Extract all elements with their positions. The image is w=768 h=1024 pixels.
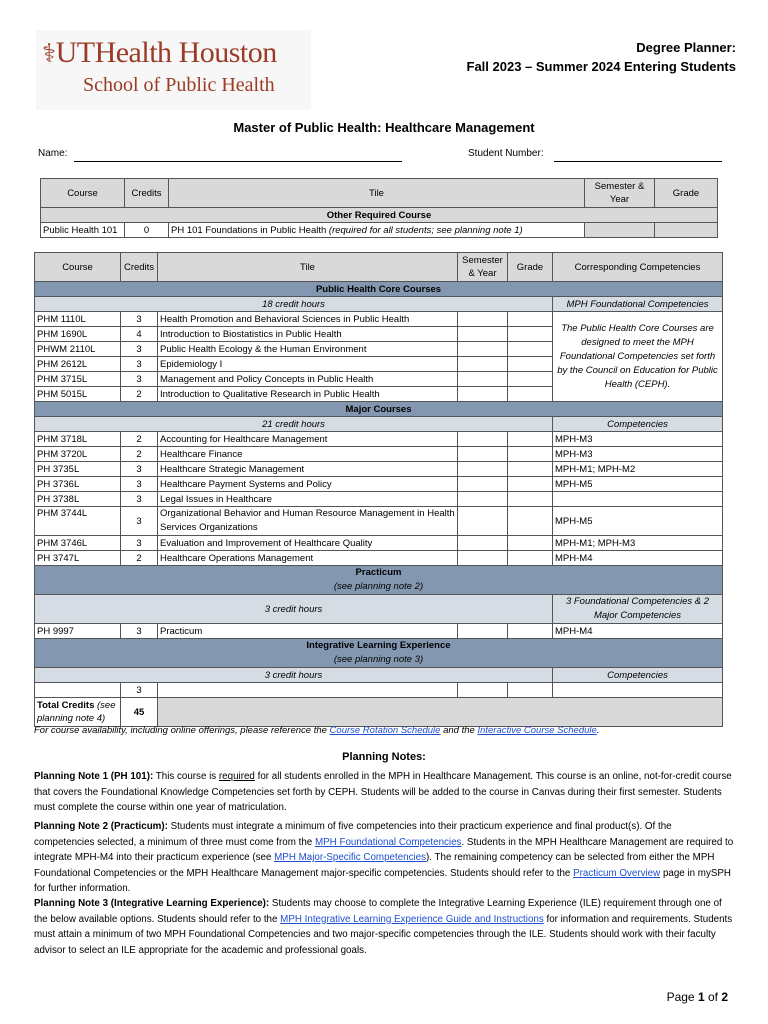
course-title: Healthcare Operations Management <box>158 551 458 566</box>
semester-cell[interactable] <box>458 387 508 402</box>
course-credits: 3 <box>121 342 158 357</box>
semester-cell[interactable] <box>458 372 508 387</box>
name-field[interactable] <box>74 161 402 162</box>
grade-cell[interactable] <box>508 492 553 507</box>
course-code[interactable] <box>35 683 121 698</box>
col-header-course: Course <box>41 179 125 208</box>
course-competencies: MPH-M4 <box>553 551 723 566</box>
major-competencies-header: Competencies <box>553 417 723 432</box>
table-row <box>35 492 723 507</box>
interactive-schedule-link[interactable]: Interactive Course Schedule <box>477 725 597 736</box>
core-competencies-header: MPH Foundational Competencies <box>553 297 723 312</box>
course-credits: 3 <box>121 372 158 387</box>
course-competencies: MPH-M5 <box>553 507 723 536</box>
course-title: Healthcare Finance <box>158 447 458 462</box>
course-credits: 2 <box>121 551 158 566</box>
grade-cell[interactable] <box>508 327 553 342</box>
course-credits: 4 <box>121 327 158 342</box>
semester-cell[interactable] <box>458 462 508 477</box>
course-code: PHM 1690L <box>35 327 121 342</box>
course-competencies: MPH-M5 <box>553 477 723 492</box>
table-row <box>35 551 723 566</box>
course-code: PHM 1110L <box>35 312 121 327</box>
planning-notes-title: Planning Notes: <box>342 751 426 763</box>
logo-subtitle: School of Public Health <box>83 74 275 96</box>
course-title: Public Health Ecology & the Human Environment <box>158 342 458 357</box>
course-competencies[interactable] <box>553 683 723 698</box>
logo-wordmark: ⚕UTHealth Houston <box>42 36 277 69</box>
course-credits: 3 <box>121 357 158 372</box>
course-title: Management and Policy Concepts in Public Health <box>158 372 458 387</box>
table-row <box>35 477 723 492</box>
table-row <box>41 223 718 238</box>
course-title: Healthcare Payment Systems and Policy <box>158 477 458 492</box>
course-code: PH 3736L <box>35 477 121 492</box>
course-credits: 2 <box>121 387 158 402</box>
semester-cell[interactable] <box>458 342 508 357</box>
table-row <box>35 462 723 477</box>
foundational-competencies-link[interactable]: MPH Foundational Competencies <box>314 836 462 848</box>
course-title: Health Promotion and Behavioral Sciences in Public Health <box>158 312 458 327</box>
col-header-credits: Credits <box>125 179 169 208</box>
course-credits: 3 <box>121 312 158 327</box>
grade-cell[interactable] <box>508 432 553 447</box>
section-practicum: Practicum (see planning note 2) <box>35 566 723 595</box>
semester-cell[interactable] <box>458 477 508 492</box>
logo <box>36 30 311 110</box>
course-credits: 3 <box>121 492 158 507</box>
table-row <box>35 447 723 462</box>
semester-cell[interactable] <box>458 551 508 566</box>
course-credits: 2 <box>121 432 158 447</box>
grade-cell[interactable] <box>508 357 553 372</box>
major-competencies-link[interactable]: MPH Major-Specific Competencies <box>274 852 427 863</box>
course-title: PH 101 Foundations in Public Health (required for all students; see planning note 1) <box>169 223 585 238</box>
semester-cell[interactable] <box>458 312 508 327</box>
course-title: Legal Issues in Healthcare <box>158 492 458 507</box>
grade-cell[interactable] <box>508 477 553 492</box>
course-code: PHWM 2110L <box>35 342 121 357</box>
course-code: PH 3738L <box>35 492 121 507</box>
course-code: PHM 3746L <box>35 536 121 551</box>
col-header-grade: Grade <box>655 179 718 208</box>
grade-cell[interactable] <box>508 683 553 698</box>
section-major-courses: Major Courses <box>35 402 723 417</box>
semester-cell[interactable] <box>585 223 655 238</box>
courses-table <box>34 252 723 727</box>
semester-cell[interactable] <box>458 507 508 536</box>
planning-note-3: Planning Note 3 (Integrative Learning Experience): Students may choose to complete the Integrative Learning Experience (ILE) requirement through one of the below available options. Students should refer to the MPH Integrative Learning Experience Guide and Instructions for information and requirements. Students must attain a minimum of two MPH Foundational Competencies and two major-specific competencies through the ILE. Students should work with their faculty advisor to select an ILE appropriate for the academic and professional goals. <box>34 898 733 956</box>
document-header <box>467 38 737 76</box>
table-row <box>35 432 723 447</box>
course-title[interactable] <box>158 683 458 698</box>
section-core-courses: Public Health Core Courses <box>35 282 723 297</box>
course-code: PHM 2612L <box>35 357 121 372</box>
semester-cell[interactable] <box>458 432 508 447</box>
table-row <box>35 624 723 639</box>
col-header-semester: Semester & Year <box>585 179 655 208</box>
practicum-credit-hours: 3 credit hours <box>35 595 553 624</box>
course-title: Introduction to Biostatistics in Public Health <box>158 327 458 342</box>
grade-cell[interactable] <box>508 507 553 536</box>
ile-credit-hours: 3 credit hours <box>35 668 553 683</box>
grade-cell[interactable] <box>508 387 553 402</box>
course-title: Practicum <box>158 624 458 639</box>
grade-cell[interactable] <box>508 342 553 357</box>
ile-competencies-header: Competencies <box>553 668 723 683</box>
practicum-overview-link[interactable]: Practicum Overview <box>573 867 661 879</box>
col-header-credits: Credits <box>121 253 158 282</box>
course-competencies: MPH-M1; MPH-M2 <box>553 462 723 477</box>
col-header-title: Tile <box>158 253 458 282</box>
semester-cell[interactable] <box>458 536 508 551</box>
course-credits: 3 <box>121 477 158 492</box>
course-code: Public Health 101 <box>41 223 125 238</box>
table-row <box>35 507 723 536</box>
section-other-required: Other Required Course <box>41 208 718 223</box>
course-competencies <box>553 492 723 507</box>
course-title: Organizational Behavior and Human Resource Management in Health Services Organizations <box>158 507 458 536</box>
course-competencies: MPH-M4 <box>553 624 723 639</box>
grade-cell[interactable] <box>508 536 553 551</box>
course-code: PHM 3718L <box>35 432 121 447</box>
course-competencies: MPH-M1; MPH-M3 <box>553 536 723 551</box>
grade-cell[interactable] <box>655 223 718 238</box>
course-credits: 3 <box>121 536 158 551</box>
course-competencies: MPH-M3 <box>553 447 723 462</box>
semester-cell[interactable] <box>458 624 508 639</box>
grade-cell[interactable] <box>508 312 553 327</box>
semester-cell[interactable] <box>458 357 508 372</box>
course-code: PH 9997 <box>35 624 121 639</box>
course-rotation-link[interactable]: Course Rotation Schedule <box>329 725 441 736</box>
course-title: Accounting for Healthcare Management <box>158 432 458 447</box>
col-header-competencies: Corresponding Competencies <box>553 253 723 282</box>
page-number: Page 1 of 2 <box>666 990 728 1004</box>
semester-cell[interactable] <box>458 492 508 507</box>
other-required-table <box>40 178 718 238</box>
student-number-field[interactable] <box>554 161 722 162</box>
major-credit-hours: 21 credit hours <box>35 417 553 432</box>
course-credits: 3 <box>121 624 158 639</box>
grade-cell[interactable] <box>508 447 553 462</box>
col-header-semester: Semester & Year <box>458 253 508 282</box>
col-header-title: Tile <box>169 179 585 208</box>
course-code: PH 3735L <box>35 462 121 477</box>
logo-mark-icon: ⚕ <box>42 39 56 68</box>
course-title: Introduction to Qualitative Research in Public Health <box>158 387 458 402</box>
availability-note: For course availability, including online offerings, please reference the Course Rotation Schedule and the Interactive Course Schedule. <box>34 725 600 736</box>
semester-cell[interactable] <box>458 683 508 698</box>
grade-cell[interactable] <box>508 624 553 639</box>
header-line-1: Degree Planner: <box>636 40 736 55</box>
course-code: PHM 3720L <box>35 447 121 462</box>
table-row <box>35 536 723 551</box>
course-credits: 2 <box>121 447 158 462</box>
table-row <box>35 683 723 698</box>
section-ile: Integrative Learning Experience (see planning note 3) <box>35 639 723 668</box>
grade-cell[interactable] <box>508 462 553 477</box>
course-credits: 3 <box>121 462 158 477</box>
course-code: PHM 3744L <box>35 507 121 536</box>
student-number-label: Student Number: <box>468 148 544 159</box>
total-credits-label: Total Credits (see planning note 4) <box>35 698 121 727</box>
course-credits: 3 <box>121 683 158 698</box>
name-label: Name: <box>38 148 68 159</box>
planning-note-1: Planning Note 1 (PH 101): This course is required for all students enrolled in the MPH in Healthcare Management. This course is an online, not-for-credit course that covers the Foundational Knowledge Competencies set forth by CEPH. Students will be added to the course in Canvas during their first semester. Students must complete the course within one year of matriculation. <box>34 771 732 813</box>
semester-cell[interactable] <box>458 327 508 342</box>
core-credit-hours: 18 credit hours <box>35 297 553 312</box>
grade-cell[interactable] <box>508 372 553 387</box>
course-code: PHM 5015L <box>35 387 121 402</box>
ile-guide-link[interactable]: MPH Integrative Learning Experience Guide and Instructions <box>280 913 544 925</box>
semester-cell[interactable] <box>458 447 508 462</box>
course-credits: 3 <box>121 507 158 536</box>
col-header-grade: Grade <box>508 253 553 282</box>
col-header-course: Course <box>35 253 121 282</box>
course-code: PH 3747L <box>35 551 121 566</box>
page-title: Master of Public Health: Healthcare Management <box>233 120 535 135</box>
course-title: Healthcare Strategic Management <box>158 462 458 477</box>
grade-cell[interactable] <box>508 551 553 566</box>
course-title: Evaluation and Improvement of Healthcare Quality <box>158 536 458 551</box>
planning-note-2: Planning Note 2 (Practicum): Students must integrate a minimum of five competencies into their practicum experience and final product(s). Of the competencies selected, a minimum of three must come from the MPH Foundational Competencies. Students in the MPH Healthcare Management are required to integrate MPH-M4 into their practicum experience (see MPH Major-Specific Competencies). The remaining competency can be selected from either the MPH Foundational Competencies or the MPH Healthcare Management major-specific competencies. Students should refer to the Practicum Overview page in mySPH for further information. <box>34 821 734 894</box>
course-code: PHM 3715L <box>35 372 121 387</box>
course-title: Epidemiology I <box>158 357 458 372</box>
course-credits: 0 <box>125 223 169 238</box>
total-credits-value: 45 <box>121 698 158 727</box>
table-row <box>35 312 723 327</box>
practicum-competencies-header: 3 Foundational Competencies & 2 Major Competencies <box>553 595 723 624</box>
core-competencies-note: The Public Health Core Courses are designed to meet the MPH Foundational Competencies set forth by the Council on Education for Public Health (CEPH). <box>553 312 723 402</box>
course-competencies: MPH-M3 <box>553 432 723 447</box>
header-line-2: Fall 2023 – Summer 2024 Entering Students <box>466 59 736 74</box>
